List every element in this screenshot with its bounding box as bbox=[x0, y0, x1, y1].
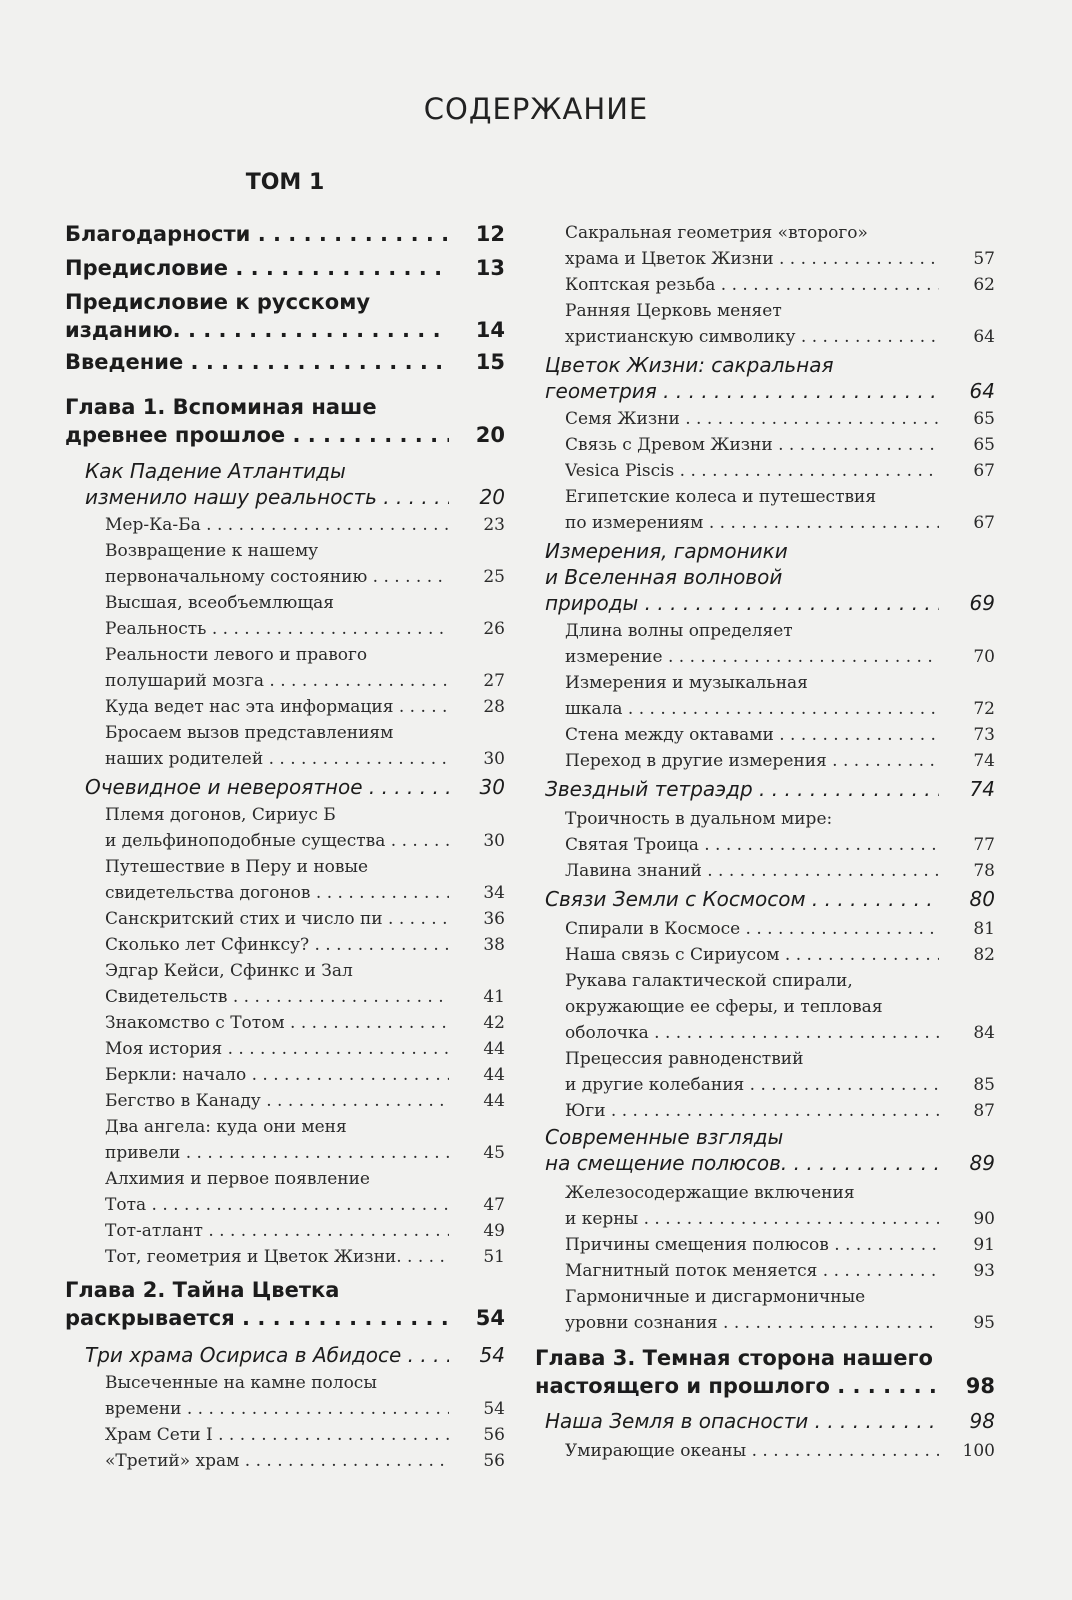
toc-entry-page-number: 78 bbox=[973, 861, 995, 881]
toc-entry-title bbox=[105, 854, 449, 906]
toc-entry bbox=[105, 1370, 505, 1422]
toc-entry-page-number: 14 bbox=[475, 318, 505, 342]
toc-entry bbox=[65, 220, 505, 248]
toc-entry-line: Связь с Древом Жизни . . . bbox=[565, 432, 939, 458]
toc-entry-line: Прецессия равноденствий bbox=[565, 1049, 804, 1069]
toc-entry-title bbox=[105, 1062, 449, 1088]
toc-entry bbox=[105, 1088, 505, 1114]
toc-entry-page-number: 67 bbox=[973, 461, 995, 481]
toc-entry-line: Переход в другие измерения . . . bbox=[565, 748, 939, 774]
toc-entry bbox=[65, 254, 505, 282]
toc-entry-title bbox=[565, 484, 939, 536]
toc-entry-line: Глава 1. Вспоминая наше bbox=[65, 395, 377, 419]
toc-entry-line: и керны . . . bbox=[565, 1206, 939, 1232]
toc-entry-title bbox=[565, 220, 939, 272]
toc-entry-line: наших родителей . . . bbox=[105, 746, 449, 772]
toc-entry-page-number: 44 bbox=[483, 1065, 505, 1085]
toc-entry bbox=[105, 1166, 505, 1218]
toc-entry-title bbox=[105, 932, 449, 958]
toc-entry bbox=[565, 1046, 995, 1098]
toc-entry-page-number: 41 bbox=[483, 987, 505, 1007]
toc-entry-title bbox=[65, 393, 449, 449]
toc-entry-line: Спирали в Космосе . . . bbox=[565, 916, 939, 942]
toc-entry-line: Рукава галактической спирали, bbox=[565, 971, 853, 991]
toc-entry-page-number: 44 bbox=[483, 1039, 505, 1059]
toc-entry bbox=[545, 776, 995, 802]
toc-entry-line: Тот-атлант . . . bbox=[105, 1218, 449, 1244]
toc-entry-line: уровни сознания . . . bbox=[565, 1310, 939, 1336]
toc-entry-title bbox=[105, 1036, 449, 1062]
toc-entry-title bbox=[565, 432, 939, 458]
toc-entry-title bbox=[545, 776, 939, 802]
toc-entry-line: Святая Троица . . . bbox=[565, 832, 939, 858]
toc-entry-line: по измерениям . . . bbox=[565, 510, 939, 536]
toc-entry-page-number: 72 bbox=[973, 699, 995, 719]
toc-entry-title bbox=[105, 1448, 449, 1474]
toc-entry-line: Магнитный поток меняется . . . bbox=[565, 1258, 939, 1284]
toc-entry-line: Бегство в Канаду . . . bbox=[105, 1088, 449, 1114]
toc-entry bbox=[565, 858, 995, 884]
toc-entry bbox=[105, 1448, 505, 1474]
toc-entry-page-number: 98 bbox=[965, 1374, 995, 1398]
toc-entry bbox=[105, 538, 505, 590]
toc-entry-title bbox=[105, 1218, 449, 1244]
toc-entry-title bbox=[535, 1344, 939, 1400]
toc-entry-line: Троичность в дуальном мире: bbox=[565, 809, 833, 829]
toc-entry-page-number: 74 bbox=[973, 751, 995, 771]
toc-entry-line: Сколько лет Сфинксу? . . . bbox=[105, 932, 449, 958]
toc-entry-page-number: 89 bbox=[969, 1151, 995, 1175]
toc-entry-line: Алхимия и первое появление bbox=[105, 1169, 370, 1189]
toc-entry-line: Звездный тетраэдр . . . bbox=[545, 776, 939, 802]
toc-entry-line: Юги . . . bbox=[565, 1098, 939, 1124]
toc-entry-page-number: 56 bbox=[483, 1451, 505, 1471]
toc-entry-page-number: 38 bbox=[483, 935, 505, 955]
toc-entry-page-number: 87 bbox=[973, 1101, 995, 1121]
toc-entry-line: первоначальному состоянию . . . bbox=[105, 564, 449, 590]
toc-entry-line: Введение . . . bbox=[65, 348, 449, 376]
toc-entry-title bbox=[65, 220, 449, 248]
toc-entry-line: Два ангела: куда они меня bbox=[105, 1117, 347, 1137]
toc-entry-title bbox=[565, 1258, 939, 1284]
toc-entry-page-number: 27 bbox=[483, 671, 505, 691]
toc-entry-page-number: 85 bbox=[973, 1075, 995, 1095]
toc-entry-line: Vesica Piscis . . . bbox=[565, 458, 939, 484]
toc-entry-line: раскрывается . . . bbox=[65, 1304, 449, 1332]
page-title: СОДЕРЖАНИЕ bbox=[423, 92, 649, 126]
toc-entry-line: Измерения и музыкальная bbox=[565, 673, 808, 693]
toc-entry-title bbox=[545, 1408, 939, 1434]
toc-entry-page-number: 12 bbox=[475, 222, 505, 246]
toc-entry-line: Египетские колеса и путешествия bbox=[565, 487, 877, 507]
toc-entry-page-number: 69 bbox=[969, 591, 995, 615]
toc-entry bbox=[105, 512, 505, 538]
toc-entry-line: Реальность . . . bbox=[105, 616, 449, 642]
toc-entry-title bbox=[545, 538, 939, 616]
toc-entry bbox=[545, 1124, 995, 1176]
toc-entry-line: и другие колебания . . . bbox=[565, 1072, 939, 1098]
toc-entry-line: Предисловие . . . bbox=[65, 254, 449, 282]
toc-entry-title bbox=[105, 1166, 449, 1218]
toc-entry-line: Наша связь с Сириусом . . . bbox=[565, 942, 939, 968]
toc-entry-line: Тота . . . bbox=[105, 1192, 449, 1218]
toc-entry bbox=[565, 220, 995, 272]
toc-entry-line: и Вселенная волновой bbox=[545, 565, 783, 589]
toc-entry-title bbox=[565, 1046, 939, 1098]
toc-entry bbox=[85, 1342, 505, 1368]
toc-entry-page-number: 65 bbox=[973, 409, 995, 429]
toc-entry-line: Современные взгляды bbox=[545, 1125, 784, 1149]
toc-entry-page-number: 30 bbox=[483, 749, 505, 769]
toc-entry-title bbox=[565, 298, 939, 350]
toc-entry bbox=[565, 670, 995, 722]
toc-entry-title bbox=[65, 348, 449, 376]
toc-entry-page-number: 90 bbox=[973, 1209, 995, 1229]
toc-entry-title bbox=[105, 538, 449, 590]
toc-entry-title bbox=[65, 288, 449, 344]
toc-entry-line: Семя Жизни . . . bbox=[565, 406, 939, 432]
toc-entry bbox=[545, 538, 995, 616]
toc-entry-title bbox=[565, 806, 939, 858]
toc-entry-page-number: 73 bbox=[973, 725, 995, 745]
toc-entry-title bbox=[565, 722, 939, 748]
toc-entry-page-number: 34 bbox=[483, 883, 505, 903]
toc-entry bbox=[565, 618, 995, 670]
toc-entry-page-number: 28 bbox=[483, 697, 505, 717]
toc-entry-page-number: 13 bbox=[475, 256, 505, 280]
toc-entry bbox=[565, 942, 995, 968]
toc-entry-line: древнее прошлое . . . bbox=[65, 421, 449, 449]
toc-entry bbox=[85, 774, 505, 800]
toc-entry-line: Высеченные на камне полосы bbox=[105, 1373, 377, 1393]
toc-entry-line: времени . . . bbox=[105, 1396, 449, 1422]
toc-entry bbox=[105, 958, 505, 1010]
toc-entry bbox=[565, 298, 995, 350]
toc-entry-page-number: 26 bbox=[483, 619, 505, 639]
toc-entry-page-number: 51 bbox=[483, 1247, 505, 1267]
toc-entry-line: Реальности левого и правого bbox=[105, 645, 368, 665]
toc-entry bbox=[565, 806, 995, 858]
toc-entry-line: Гармоничные и дисгармоничные bbox=[565, 1287, 866, 1307]
toc-entry-title bbox=[105, 512, 449, 538]
toc-entry-line: Бросаем вызов представлениям bbox=[105, 723, 394, 743]
toc-entry-line: измерение . . . bbox=[565, 644, 939, 670]
toc-entry-title bbox=[105, 642, 449, 694]
toc-entry-title bbox=[565, 272, 939, 298]
toc-entry-line: Путешествие в Перу и новые bbox=[105, 857, 369, 877]
toc-entry-page-number: 20 bbox=[479, 485, 505, 509]
toc-entry-title bbox=[105, 802, 449, 854]
toc-entry bbox=[545, 886, 995, 912]
toc-entry bbox=[105, 1114, 505, 1166]
toc-entry-line: оболочка . . . bbox=[565, 1020, 939, 1046]
toc-entry-line: Связи Земли с Космосом . . . bbox=[545, 886, 939, 912]
toc-entry-page-number: 65 bbox=[973, 435, 995, 455]
toc-entry bbox=[565, 272, 995, 298]
toc-entry bbox=[565, 722, 995, 748]
toc-entry-page-number: 25 bbox=[483, 567, 505, 587]
toc-entry-page-number: 93 bbox=[973, 1261, 995, 1281]
toc-entry-line: геометрия . . . bbox=[545, 378, 939, 404]
toc-entry-line: на смещение полюсов. . . . bbox=[545, 1150, 939, 1176]
toc-entry-page-number: 77 bbox=[973, 835, 995, 855]
toc-entry-line: Знакомство с Тотом . . . bbox=[105, 1010, 449, 1036]
toc-entry-title bbox=[105, 590, 449, 642]
toc-entry-title bbox=[565, 1232, 939, 1258]
toc-entry bbox=[105, 854, 505, 906]
toc-entry-title bbox=[565, 1180, 939, 1232]
toc-entry bbox=[565, 406, 995, 432]
toc-entry-title bbox=[565, 916, 939, 942]
toc-entry-line: Санскритский стих и число пи . . . bbox=[105, 906, 449, 932]
toc-entry-title bbox=[565, 406, 939, 432]
toc-entry-page-number: 54 bbox=[475, 1306, 505, 1330]
toc-entry bbox=[565, 484, 995, 536]
toc-entry-page-number: 95 bbox=[973, 1313, 995, 1333]
toc-entry bbox=[65, 348, 505, 376]
toc-entry-title bbox=[565, 458, 939, 484]
toc-entry bbox=[105, 932, 505, 958]
toc-entry-line: привели . . . bbox=[105, 1140, 449, 1166]
toc-entry-line: Умирающие океаны . . . bbox=[565, 1438, 939, 1464]
toc-entry bbox=[565, 458, 995, 484]
toc-entry-page-number: 82 bbox=[973, 945, 995, 965]
toc-entry-title bbox=[105, 1010, 449, 1036]
toc-entry-title bbox=[105, 906, 449, 932]
toc-entry-title bbox=[85, 458, 449, 510]
toc-entry-line: храма и Цветок Жизни . . . bbox=[565, 246, 939, 272]
toc-entry-page-number: 30 bbox=[483, 831, 505, 851]
toc-entry-page-number: 62 bbox=[973, 275, 995, 295]
toc-entry-page-number: 47 bbox=[483, 1195, 505, 1215]
toc-entry-line: и дельфиноподобные существа . . . bbox=[105, 828, 449, 854]
toc-entry-line: окружающие ее сферы, и тепловая bbox=[565, 997, 883, 1017]
toc-entry-title bbox=[105, 1370, 449, 1422]
toc-entry-page-number: 80 bbox=[969, 887, 995, 911]
toc-entry-title bbox=[565, 968, 939, 1046]
volume-title: ТОМ 1 bbox=[245, 170, 325, 195]
toc-entry-line: полушарий мозга . . . bbox=[105, 668, 449, 694]
toc-entry-page-number: 84 bbox=[973, 1023, 995, 1043]
toc-entry-line: Мер-Ка-Ба . . . bbox=[105, 512, 449, 538]
toc-entry-line: Ранняя Церковь меняет bbox=[565, 301, 782, 321]
toc-entry-title bbox=[105, 1114, 449, 1166]
toc-entry-line: Коптская резьба . . . bbox=[565, 272, 939, 298]
toc-entry-line: Благодарности . . . bbox=[65, 220, 449, 248]
toc-entry bbox=[105, 802, 505, 854]
toc-entry-title bbox=[85, 774, 449, 800]
toc-entry-title bbox=[105, 1422, 449, 1448]
toc-entry-line: Высшая, всеобъемлющая bbox=[105, 593, 335, 613]
toc-entry bbox=[545, 352, 995, 404]
toc-entry-line: Сакральная геометрия «второго» bbox=[565, 223, 868, 243]
toc-entry bbox=[565, 1258, 995, 1284]
toc-entry bbox=[105, 590, 505, 642]
toc-entry bbox=[565, 1180, 995, 1232]
toc-entry-line: изданию. . . . bbox=[65, 316, 449, 344]
toc-entry bbox=[85, 458, 505, 510]
toc-entry-line: Тот, геометрия и Цветок Жизни. . . . bbox=[105, 1244, 449, 1270]
toc-entry-title bbox=[565, 1098, 939, 1124]
toc-entry-page-number: 23 bbox=[483, 515, 505, 535]
toc-entry-line: настоящего и прошлого . . . bbox=[535, 1372, 939, 1400]
toc-entry-line: Племя догонов, Сириус Б bbox=[105, 805, 336, 825]
toc-entry bbox=[105, 694, 505, 720]
toc-entry-line: Цветок Жизни: сакральная bbox=[545, 353, 834, 377]
toc-entry-page-number: 36 bbox=[483, 909, 505, 929]
toc-entry-page-number: 64 bbox=[973, 327, 995, 347]
toc-entry-line: Моя история . . . bbox=[105, 1036, 449, 1062]
toc-entry-page-number: 20 bbox=[475, 423, 505, 447]
toc-entry-page-number: 54 bbox=[479, 1343, 505, 1367]
toc-entry-page-number: 44 bbox=[483, 1091, 505, 1111]
toc-entry-page-number: 67 bbox=[973, 513, 995, 533]
toc-entry bbox=[105, 1062, 505, 1088]
toc-entry bbox=[565, 1284, 995, 1336]
toc-entry bbox=[565, 1098, 995, 1124]
toc-entry bbox=[105, 1244, 505, 1270]
toc-entry-line: Лавина знаний . . . bbox=[565, 858, 939, 884]
toc-entry-page-number: 56 bbox=[483, 1425, 505, 1445]
toc-entry-page-number: 15 bbox=[475, 350, 505, 374]
toc-entry-title bbox=[565, 858, 939, 884]
toc-entry-line: свидетельства догонов . . . bbox=[105, 880, 449, 906]
toc-entry-page-number: 49 bbox=[483, 1221, 505, 1241]
toc-entry-line: Возвращение к нашему bbox=[105, 541, 319, 561]
toc-entry bbox=[105, 1036, 505, 1062]
toc-entry-page-number: 30 bbox=[479, 775, 505, 799]
toc-entry bbox=[105, 1218, 505, 1244]
toc-entry-page-number: 45 bbox=[483, 1143, 505, 1163]
toc-entry-line: Свидетельств . . . bbox=[105, 984, 449, 1010]
toc-entry bbox=[565, 1232, 995, 1258]
toc-entry-title bbox=[65, 254, 449, 282]
toc-entry bbox=[65, 393, 505, 449]
toc-entry bbox=[105, 720, 505, 772]
toc-entry-page-number: 70 bbox=[973, 647, 995, 667]
toc-entry-line: Куда ведет нас эта информация . . . bbox=[105, 694, 449, 720]
toc-entry-page-number: 57 bbox=[973, 249, 995, 269]
toc-entry-line: Глава 3. Темная сторона нашего bbox=[535, 1346, 933, 1370]
toc-entry-page-number: 42 bbox=[483, 1013, 505, 1033]
toc-entry-title bbox=[85, 1342, 449, 1368]
toc-entry-line: Предисловие к русскому bbox=[65, 290, 371, 314]
toc-entry-line: Стена между октавами . . . bbox=[565, 722, 939, 748]
toc-entry-title bbox=[565, 618, 939, 670]
toc-entry-title bbox=[565, 748, 939, 774]
toc-entry-page-number: 74 bbox=[969, 777, 995, 801]
toc-entry-line: Наша Земля в опасности . . . bbox=[545, 1408, 939, 1434]
toc-entry-title bbox=[565, 942, 939, 968]
toc-entry-line: Храм Сети I . . . bbox=[105, 1422, 449, 1448]
toc-entry bbox=[105, 642, 505, 694]
toc-entry bbox=[545, 1408, 995, 1434]
toc-entry-title bbox=[565, 670, 939, 722]
toc-entry bbox=[565, 748, 995, 774]
toc-entry-line: Беркли: начало . . . bbox=[105, 1062, 449, 1088]
toc-entry-title bbox=[65, 1276, 449, 1332]
toc-entry-line: Измерения, гармоники bbox=[545, 539, 788, 563]
toc-entry-line: «Третий» храм . . . bbox=[105, 1448, 449, 1474]
toc-entry-page-number: 64 bbox=[969, 379, 995, 403]
toc-entry-line: природы . . . bbox=[545, 590, 939, 616]
toc-entry-line: изменило нашу реальность . . . bbox=[85, 484, 449, 510]
toc-entry-line: Три храма Осириса в Абидосе . . . bbox=[85, 1342, 449, 1368]
toc-entry-page-number: 98 bbox=[969, 1409, 995, 1433]
toc-entry-page-number: 91 bbox=[973, 1235, 995, 1255]
toc-entry-line: Железосодержащие включения bbox=[565, 1183, 855, 1203]
toc-entry-title bbox=[105, 958, 449, 1010]
toc-entry-title bbox=[545, 352, 939, 404]
toc-entry bbox=[105, 906, 505, 932]
toc-entry-line: Причины смещения полюсов . . . bbox=[565, 1232, 939, 1258]
toc-entry-line: Глава 2. Тайна Цветка bbox=[65, 1278, 340, 1302]
toc-entry-title bbox=[545, 886, 939, 912]
toc-entry-line: шкала . . . bbox=[565, 696, 939, 722]
toc-entry-line: Эдгар Кейси, Сфинкс и Зал bbox=[105, 961, 353, 981]
toc-entry bbox=[565, 1438, 995, 1464]
toc-entry bbox=[535, 1344, 995, 1400]
toc-entry bbox=[65, 288, 505, 344]
toc-entry-title bbox=[105, 1244, 449, 1270]
toc-entry bbox=[565, 968, 995, 1046]
toc-entry bbox=[105, 1010, 505, 1036]
toc-entry-title bbox=[545, 1124, 939, 1176]
toc-entry bbox=[65, 1276, 505, 1332]
toc-entry-title bbox=[565, 1438, 939, 1464]
toc-entry bbox=[105, 1422, 505, 1448]
toc-entry-line: Длина волны определяет bbox=[565, 621, 793, 641]
toc-entry-line: Как Падение Атлантиды bbox=[85, 459, 346, 483]
toc-entry-page-number: 54 bbox=[483, 1399, 505, 1419]
toc-entry-page-number: 81 bbox=[973, 919, 995, 939]
toc-entry-title bbox=[105, 694, 449, 720]
toc-entry-title bbox=[105, 720, 449, 772]
toc-entry-title bbox=[105, 1088, 449, 1114]
toc-entry-title bbox=[565, 1284, 939, 1336]
toc-entry-page-number: 100 bbox=[962, 1441, 995, 1461]
toc-entry bbox=[565, 916, 995, 942]
toc-entry-line: христианскую символику . . . bbox=[565, 324, 939, 350]
toc-entry bbox=[565, 432, 995, 458]
toc-entry-line: Очевидное и невероятное . . . bbox=[85, 774, 449, 800]
